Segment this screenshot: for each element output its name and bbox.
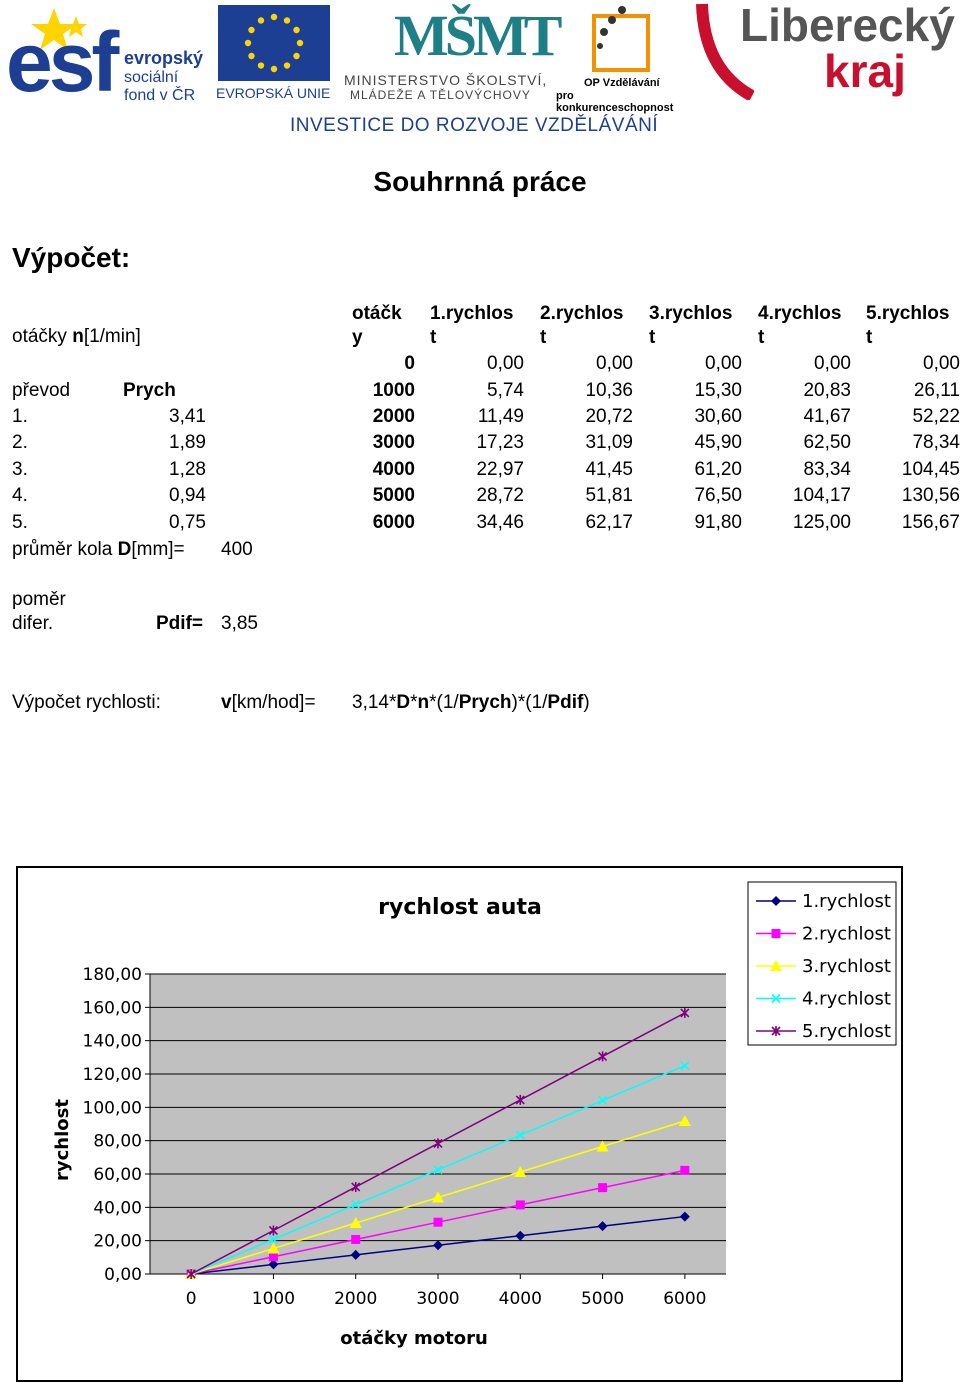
table-cell-speed: 104,17: [792, 485, 851, 506]
eu-logo: [216, 5, 334, 103]
table-header-cell: 2.rychlos: [540, 303, 624, 324]
table-cell-speed: 0,00: [596, 353, 633, 374]
table-cell-speed: 51,81: [585, 485, 633, 506]
y-tick-label: 20,00: [93, 1231, 142, 1252]
table-header-cell: 1.rychlos: [430, 303, 514, 324]
formula-prych: Prych: [458, 692, 512, 713]
formula-unit: [km/hod]=: [231, 692, 316, 713]
table-cell-speed: 125,00: [792, 512, 851, 533]
formula-label: Výpočet rychlosti:: [12, 692, 161, 713]
op-logo: [556, 4, 686, 114]
table-cell-speed: 30,60: [694, 406, 742, 427]
diff-label-line-1: poměr: [12, 589, 66, 610]
pdif-label: Pdif=: [156, 613, 203, 634]
y-tick-label: 120,00: [82, 1065, 142, 1085]
speed-chart: [18, 868, 901, 1380]
table-cell-speed: 26,11: [913, 380, 960, 401]
msmt-emblem-icon: MŠMT: [394, 3, 559, 68]
table-cell-speed: 41,45: [585, 459, 633, 480]
y-tick-label: 60,00: [93, 1165, 142, 1185]
esf-line-1: evropský: [124, 48, 204, 68]
table-cell-speed: 0,00: [814, 353, 851, 374]
table-cell-rpm: 6000: [372, 512, 415, 533]
data-point-series-2: [516, 1200, 525, 1209]
table-cell-speed: 83,34: [803, 459, 851, 480]
x-tick-label: 1000: [251, 1289, 296, 1309]
table-header-cell: 4.rychlos: [758, 303, 842, 324]
table-cell-speed: 17,23: [476, 432, 524, 453]
x-tick-label: 3000: [416, 1289, 460, 1309]
x-tick-label: 4000: [498, 1289, 542, 1309]
table-cell-speed: 0,00: [487, 353, 524, 374]
table-cell-speed: 31,09: [585, 432, 633, 453]
gear-number: 2.: [12, 432, 28, 453]
rpm-label: [12, 326, 141, 348]
eu-label: EVROPSKÁ UNIE: [216, 85, 331, 101]
legend-label: 1.rychlost: [802, 891, 891, 912]
y-tick-label: 40,00: [93, 1198, 142, 1219]
table-cell-speed: 5,74: [487, 380, 524, 401]
tagline: INVESTICE DO ROZVOJE VZDĚLÁVÁNÍ: [290, 115, 659, 136]
table-cell-speed: 62,17: [585, 512, 633, 533]
formula-part: *: [410, 692, 418, 713]
table-cell-rpm: 5000: [372, 485, 415, 506]
legend-label: 5.rychlost: [802, 1021, 891, 1042]
diff-label-line-2: difer.: [12, 613, 54, 634]
esf-logo: [4, 4, 209, 109]
op-emblem-icon: [582, 4, 662, 76]
formula-lhs: [221, 692, 316, 714]
table-cell-rpm: 2000: [372, 406, 415, 427]
table-header-cell: t: [866, 327, 873, 348]
table-cell-speed: 78,34: [912, 432, 960, 453]
formula-expression: [352, 692, 590, 714]
data-point-series-2: [680, 1166, 689, 1175]
table-cell-speed: 52,22: [912, 406, 960, 427]
data-point-series-2: [598, 1183, 607, 1192]
x-axis-label: otáčky motoru: [340, 1328, 488, 1349]
formula-part: )*(1/: [511, 692, 548, 713]
y-tick-label: 140,00: [82, 1031, 142, 1052]
gear-label: převod: [12, 380, 71, 401]
y-tick-label: 180,00: [82, 965, 142, 985]
table-header-cell: t: [430, 327, 437, 348]
rpm-label-symbol: n: [72, 326, 84, 347]
plot-area: [150, 974, 726, 1274]
table-header-cell: y: [352, 327, 363, 348]
pdif-value: 3,85: [221, 613, 258, 634]
msmt-logo: [344, 2, 559, 102]
data-point-series-2: [269, 1252, 278, 1261]
table-cell-rpm: 4000: [372, 459, 415, 480]
gear-number: 1.: [12, 406, 28, 427]
formula-n: n: [417, 692, 430, 713]
esf-line-3: fond v ČR: [124, 87, 196, 104]
table-cell-speed: 11,49: [477, 406, 524, 427]
formula-part: *(1/: [429, 692, 459, 713]
liberec-line-1: Liberecký: [740, 0, 955, 51]
table-cell-speed: 156,67: [901, 512, 960, 533]
prych-label: Prych: [123, 380, 176, 401]
table-cell-speed: 62,50: [803, 432, 851, 453]
y-axis-label: rychlost: [52, 1099, 73, 1181]
table-header-cell: t: [758, 327, 765, 348]
table-cell-speed: 10,36: [585, 380, 633, 401]
table-cell-speed: 15,30: [694, 380, 742, 401]
y-tick-label: 160,00: [82, 998, 142, 1019]
legend-marker: [772, 929, 781, 938]
table-cell-speed: 20,83: [803, 380, 851, 401]
table-cell-speed: 45,90: [694, 432, 742, 453]
formula-part: ): [583, 692, 590, 713]
x-tick-label: 6000: [663, 1289, 707, 1309]
gear-ratio: 1,28: [169, 459, 206, 480]
op-line-2: pro konkurenceschopnost: [556, 90, 674, 114]
eu-flag-icon: [218, 5, 330, 81]
table-cell-speed: 0,00: [923, 353, 960, 374]
y-tick-label: 0,00: [104, 1265, 142, 1285]
wheel-label-text: průměr kola: [12, 539, 118, 560]
msmt-line-1: MINISTERSTVO ŠKOLSTVÍ,: [344, 72, 548, 88]
table-header-cell: 5.rychlos: [866, 303, 950, 324]
op-line-1: OP Vzdělávání: [584, 77, 660, 89]
chart-container: [16, 866, 903, 1382]
table-cell-speed: 130,56: [901, 485, 960, 506]
rpm-label-text: otáčky: [12, 326, 73, 347]
table-cell-speed: 28,72: [476, 485, 524, 506]
x-tick-label: 0: [185, 1289, 197, 1309]
liberec-line-2: kraj: [824, 45, 906, 97]
wheel-label-symbol: D: [117, 539, 132, 560]
esf-line-2: sociální: [124, 69, 179, 86]
header-logos: [0, 0, 960, 140]
page-title: Souhrnná práce: [373, 166, 587, 197]
formula-pdif: Pdif: [547, 692, 584, 713]
table-cell-speed: 34,46: [476, 512, 524, 533]
table-cell-speed: 76,50: [694, 485, 742, 506]
chart-title: rychlost auta: [378, 895, 542, 920]
table-cell-speed: 20,72: [585, 406, 633, 427]
formula-part: 3,14*: [352, 692, 397, 713]
gear-ratio: 0,94: [169, 485, 206, 506]
table-header-cell: t: [649, 327, 656, 348]
wheel-value: 400: [221, 539, 253, 560]
wheel-label: [12, 539, 185, 561]
data-point-series-2: [434, 1218, 443, 1227]
data-point-series-2: [351, 1235, 360, 1244]
formula-d: D: [396, 692, 411, 713]
table-cell-speed: 0,00: [705, 353, 742, 374]
esf-letters: esf: [6, 15, 116, 109]
table-header-cell: otáčk: [352, 303, 402, 324]
gear-ratio: 0,75: [169, 512, 206, 533]
gear-number: 4.: [12, 485, 28, 506]
table-header-cell: t: [540, 327, 547, 348]
msmt-line-2: MLÁDEŽE A TĚLOVÝCHOVY: [350, 88, 531, 102]
section-heading: Výpočet:: [12, 242, 131, 273]
legend-label: 3.rychlost: [802, 956, 891, 977]
table-cell-speed: 104,45: [901, 459, 960, 480]
gear-ratio: 1,89: [169, 432, 206, 453]
gear-ratio: 3,41: [169, 406, 206, 427]
wheel-label-unit: [mm]=: [131, 539, 185, 560]
x-tick-label: 5000: [580, 1289, 625, 1309]
y-tick-label: 80,00: [93, 1131, 142, 1152]
table-cell-rpm: 3000: [372, 432, 415, 453]
legend-label: 4.rychlost: [802, 988, 891, 1010]
table-cell-speed: 61,20: [694, 459, 742, 480]
table-header-cell: 3.rychlos: [649, 303, 733, 324]
y-tick-label: 100,00: [82, 1098, 142, 1119]
gear-number: 3.: [12, 459, 28, 480]
table-cell-rpm: 1000: [372, 380, 415, 401]
gear-number: 5.: [12, 512, 28, 533]
formula-v: v: [221, 692, 232, 713]
table-cell-rpm: 0: [404, 353, 415, 374]
liberec-logo: [694, 0, 954, 105]
legend-label: 2.rychlost: [802, 923, 891, 945]
rpm-label-unit: [1/min]: [83, 326, 141, 347]
table-cell-speed: 22,97: [476, 459, 524, 480]
x-tick-label: 2000: [334, 1289, 378, 1309]
table-cell-speed: 41,67: [803, 406, 851, 427]
table-cell-speed: 91,80: [694, 512, 742, 533]
